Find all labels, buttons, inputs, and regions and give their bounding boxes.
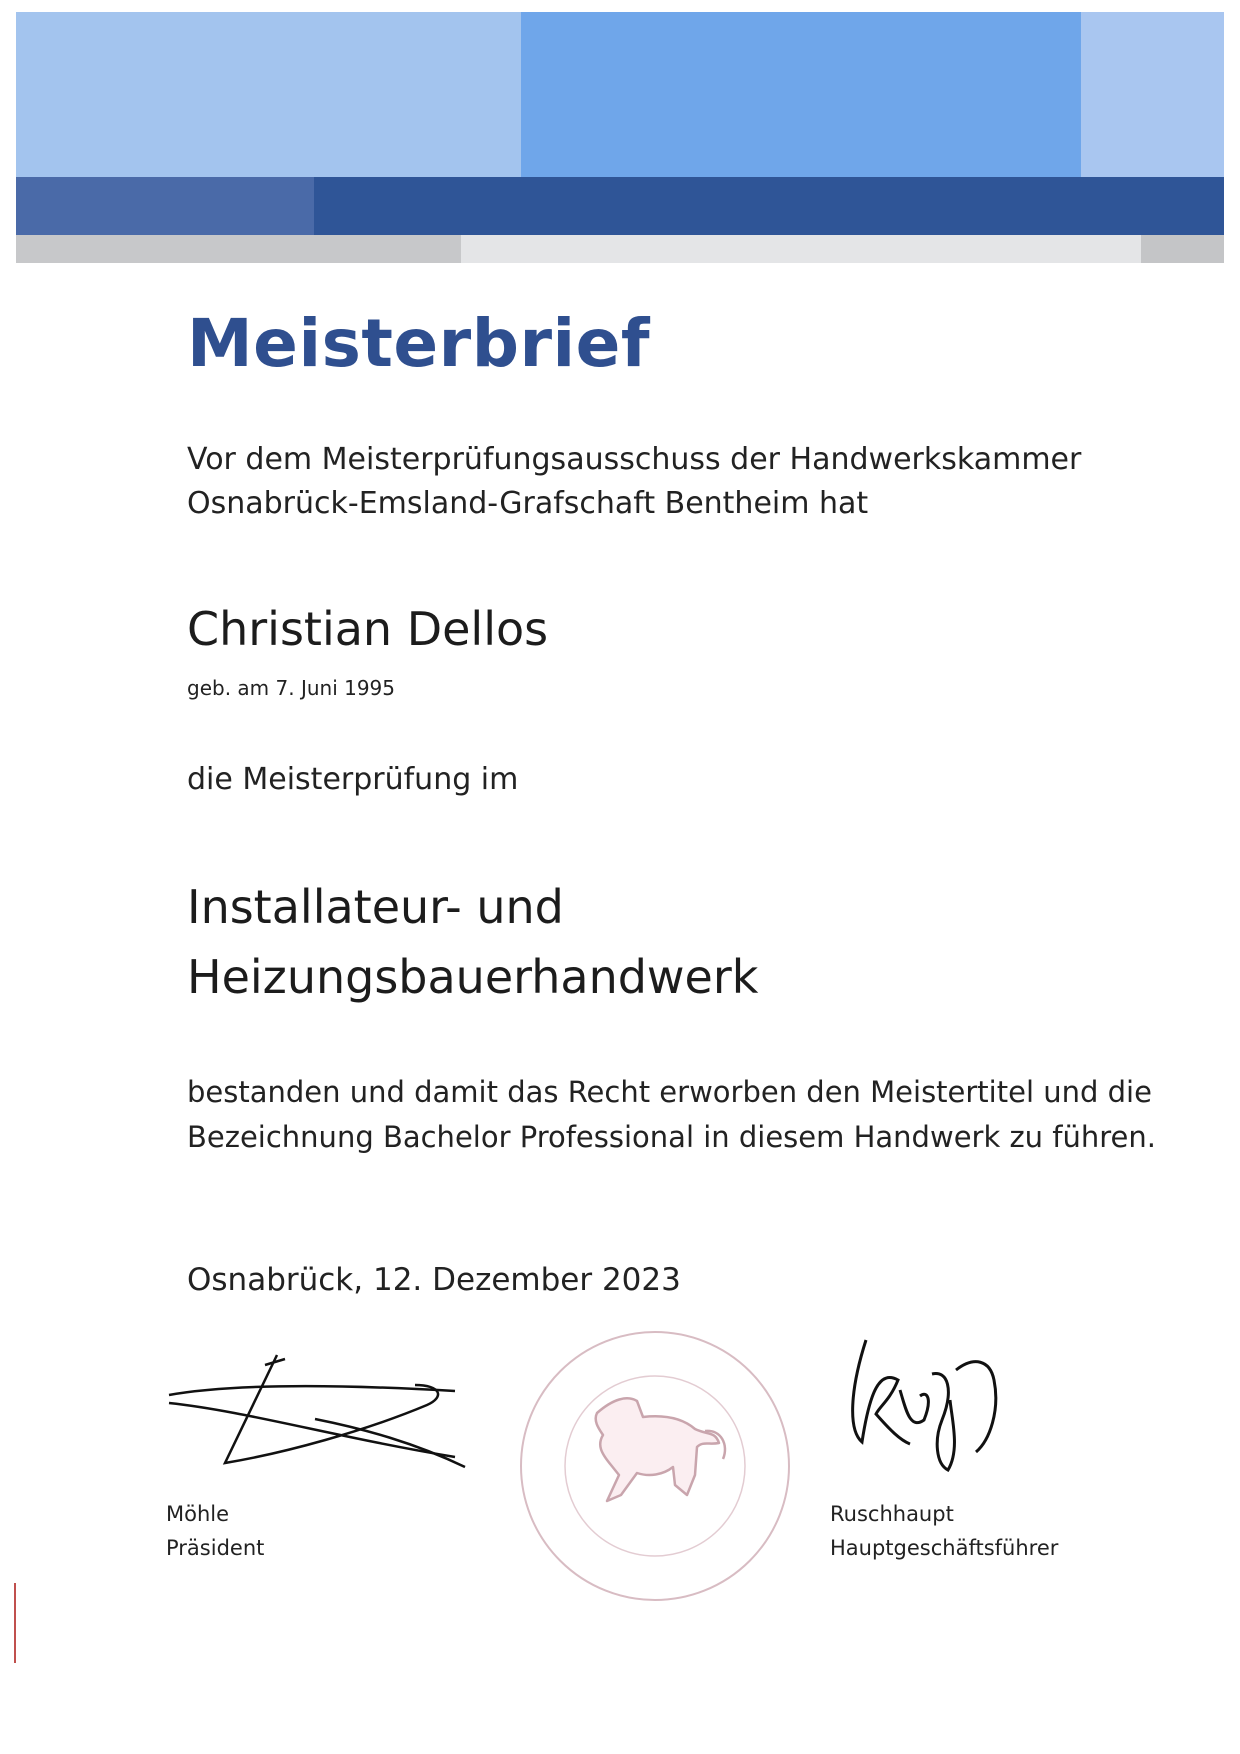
intro-line-1: Vor dem Meisterprüfungsausschuss der Handwerkskammer xyxy=(187,442,1082,477)
signature-left xyxy=(165,1345,475,1475)
signatory-left-role: Präsident xyxy=(166,1536,265,1560)
horse-icon xyxy=(596,1398,725,1501)
header-band-grey-right xyxy=(1141,235,1224,263)
recipient-name: Christian Dellos xyxy=(187,602,549,656)
result-text xyxy=(187,1070,1156,1160)
trade-line-1: Installateur- und xyxy=(187,880,564,934)
header-band-light-right xyxy=(1081,12,1224,177)
result-line-2: Bezeichnung Bachelor Professional in diesem Handwerk zu führen. xyxy=(187,1120,1156,1154)
exam-intro: die Meisterprüfung im xyxy=(187,762,519,797)
birth-info: geb. am 7. Juni 1995 xyxy=(187,676,396,700)
signatory-right-role: Hauptgeschäftsführer xyxy=(830,1536,1059,1560)
header-band-grey-left xyxy=(16,235,461,263)
place-date: Osnabrück, 12. Dezember 2023 xyxy=(187,1262,681,1298)
certificate-title: Meisterbrief xyxy=(187,305,651,382)
header-band-light-mid xyxy=(521,12,1081,177)
signatory-right xyxy=(830,1497,1058,1565)
intro-text xyxy=(187,438,1081,526)
margin-mark xyxy=(14,1583,16,1663)
result-line-1: bestanden und damit das Recht erworben den Meistertitel und die xyxy=(187,1075,1152,1109)
header-band-dark-left xyxy=(16,177,314,235)
signatory-right-name: Ruschhaupt xyxy=(830,1502,954,1526)
signature-right xyxy=(840,1330,1010,1480)
trade-line-2: Heizungsbauerhandwerk xyxy=(187,950,759,1004)
intro-line-2: Osnabrück-Emsland-Grafschaft Bentheim hat xyxy=(187,486,869,521)
signatory-left-name: Möhle xyxy=(166,1502,230,1526)
trade-name xyxy=(187,872,758,1012)
signatory-left xyxy=(166,1497,264,1565)
header-band-grey-mid xyxy=(461,235,1141,263)
seal xyxy=(515,1325,795,1607)
header-band-dark-right xyxy=(314,177,1224,235)
header-band-light-left xyxy=(16,12,521,177)
